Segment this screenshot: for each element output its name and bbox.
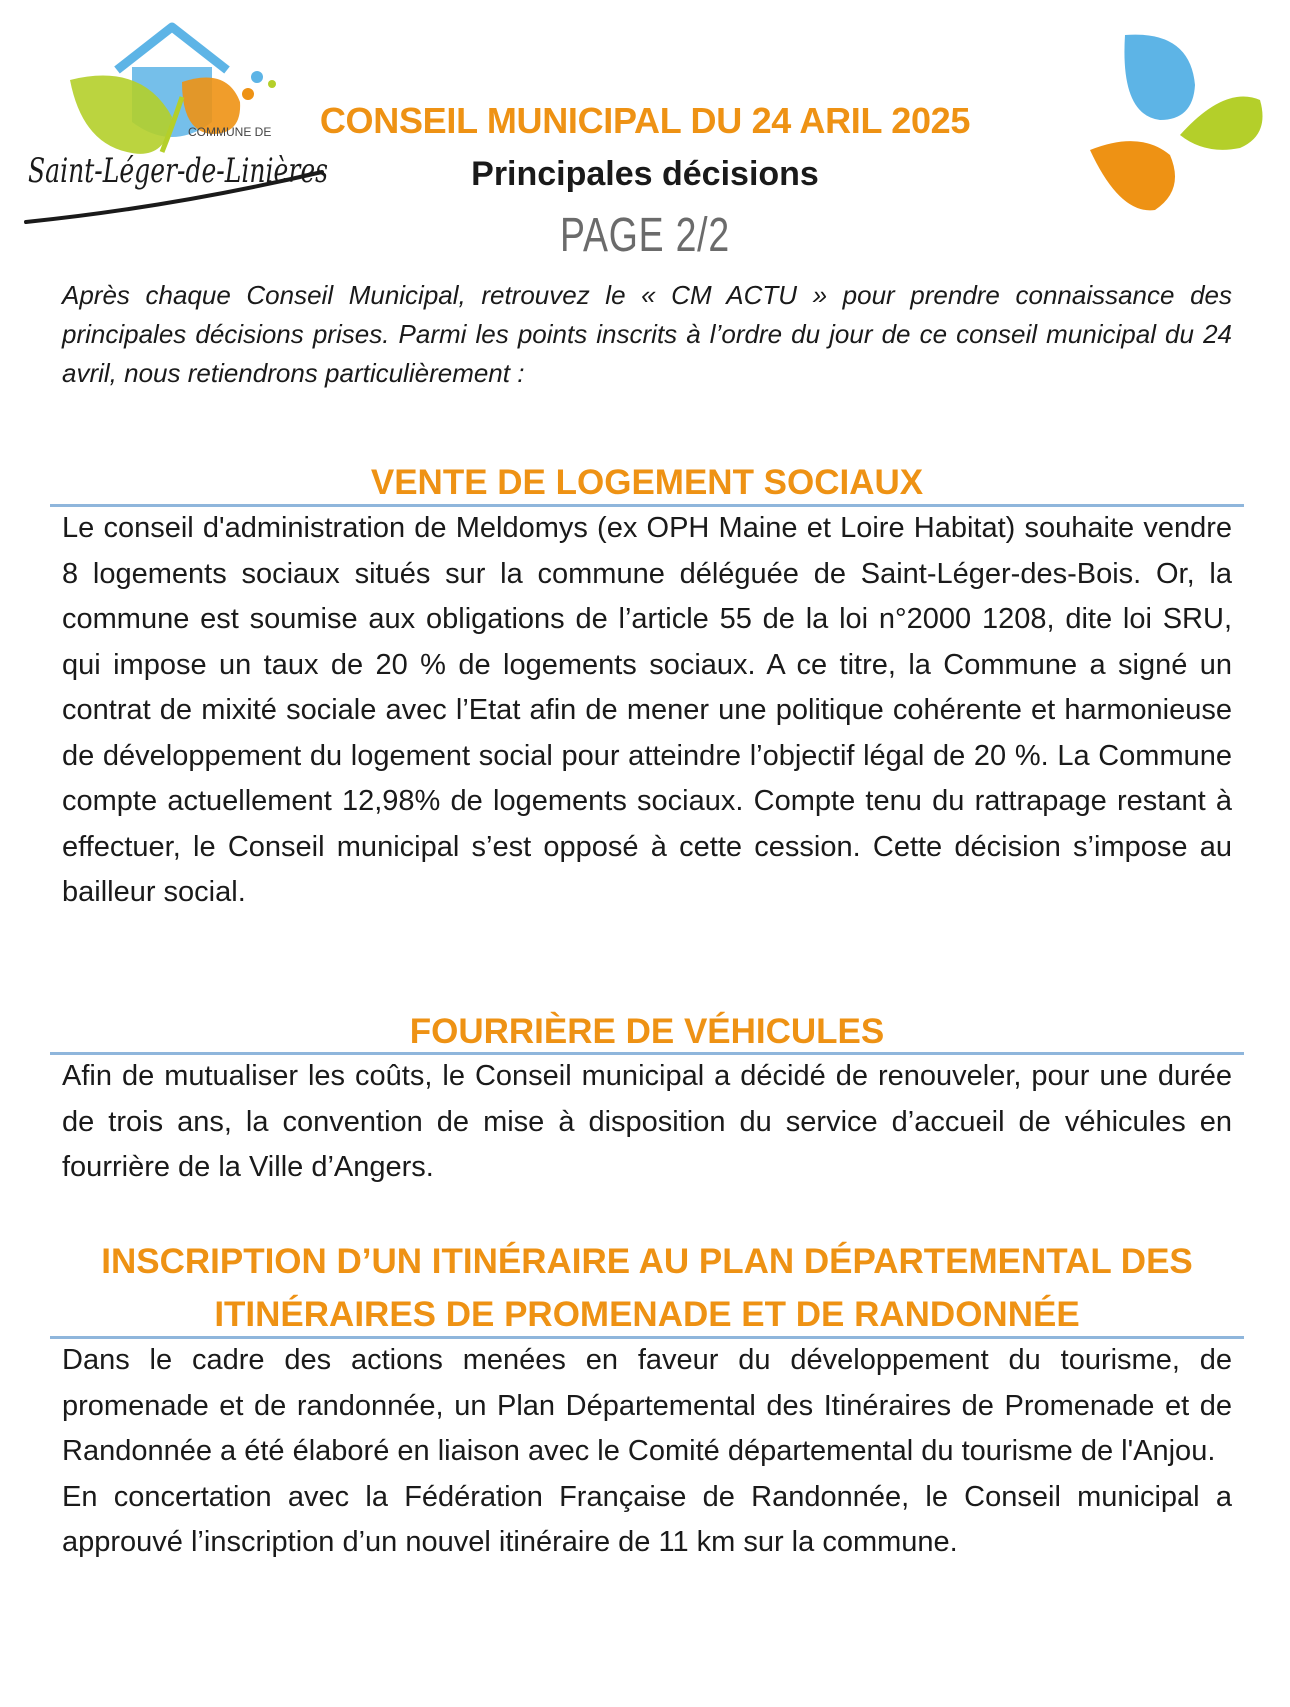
- page-title: CONSEIL MUNICIPAL DU 24 ARIL 2025: [319, 100, 971, 141]
- paragraph: Afin de mutualiser les coûts, le Conseil municipal a décidé de renouveler, pour une durée de trois ans, la convention de mise à disposition du service d’accueil de véhicules en fourrière de la Ville d’Angers.: [62, 1060, 1232, 1183]
- paragraph: Le conseil d'administration de Meldomys (ex OPH Maine et Loire Habitat) souhaite vendre 8 logements sociaux situés sur la commune déléguée de Saint-Léger-des-Bois. Or, la commune est soumise aux obligations de l’article 55 de la loi n°2000 1208, dite loi SRU, qui impose un taux de 20 % de logements sociaux. A ce titre, la Commune a signé un contrat de mixité sociale avec l’Etat afin de mener une politique cohérente et harmonieuse de développement du logement social pour atteindre l’objectif légal de 20 %. La Commune compte actuellement 12,98% de logements sociaux. Compte tenu du rattrapage restant à effectuer, le Conseil municipal s’est opposé à cette cession. Cette décision s’impose au bailleur social.: [62, 512, 1232, 908]
- section-body-itineraire: [62, 1338, 1232, 1566]
- section-title-fourriere: FOURRIÈRE DE VÉHICULES: [409, 1012, 885, 1051]
- section-body-fourriere: [62, 1054, 1232, 1191]
- logo-name: Saint-Léger-de-Linières: [28, 151, 328, 191]
- page-number: PAGE 2/2: [560, 209, 730, 262]
- paragraph: Dans le cadre des actions menées en faveur du développement du tourisme, de promenade et de randonnée, un Plan Départemental des Itinéraires de Promenade et de Randonnée a été élaboré en liaison avec le Comité départemental du tourisme de l'Anjou.: [62, 1344, 1232, 1467]
- section-title-itineraire-line1: INSCRIPTION D’UN ITINÉRAIRE AU PLAN DÉPARTEMENTAL DES: [101, 1242, 1193, 1281]
- intro-text: Après chaque Conseil Municipal, retrouvez le « CM ACTU » pour prendre connaissance des principales décisions prises. Parmi les points inscrits à l’ordre du jour de ce conseil municipal du 24 avril, nous retiendrons particulièrement :: [62, 280, 1232, 388]
- paragraph: En concertation avec la Fédération Française de Randonnée, le Conseil municipal a approuvé l’inscription d’un nouvel itinéraire de 11 km sur la commune.: [62, 1480, 1232, 1558]
- section-title-logement: VENTE DE LOGEMENT SOCIAUX: [370, 463, 924, 502]
- section-body-logement: [62, 506, 1232, 916]
- page-subtitle: Principales décisions: [471, 155, 819, 193]
- section-title-itineraire-line2: ITINÉRAIRES DE PROMENADE ET DE RANDONNÉE: [214, 1295, 1080, 1334]
- logo-commune-de: COMMUNE DE: [188, 125, 272, 139]
